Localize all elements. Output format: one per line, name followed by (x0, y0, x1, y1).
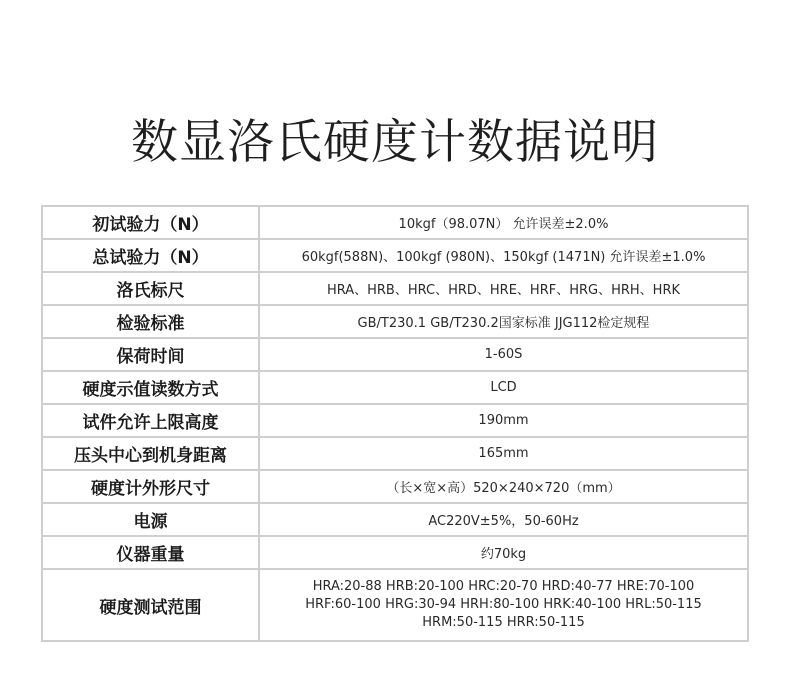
table-row (42, 536, 748, 569)
table-row (42, 338, 748, 371)
row-value: AC220V±5%，50-60Hz (259, 503, 748, 536)
row-label: 试件允许上限高度 (42, 404, 259, 437)
table-row (42, 239, 748, 272)
table-row-hardness-range (42, 569, 748, 641)
row-label: 硬度计外形尺寸 (42, 470, 259, 503)
row-label: 硬度测试范围 (42, 569, 259, 641)
row-value: HRA、HRB、HRC、HRD、HRE、HRF、HRG、HRH、HRK (259, 272, 748, 305)
table-row (42, 404, 748, 437)
table-row (42, 206, 748, 239)
table-row (42, 305, 748, 338)
spec-table (41, 205, 749, 642)
row-value: GB/T230.1 GB/T230.2国家标准 JJG112检定规程 (259, 305, 748, 338)
table-row (42, 272, 748, 305)
row-value: 165mm (259, 437, 748, 470)
row-value: （长×宽×高）520×240×720（mm） (259, 470, 748, 503)
row-value: 1-60S (259, 338, 748, 371)
range-line: HRA:20-88 HRB:20-100 HRC:20-70 HRD:40-77 HRE:70-100 (312, 579, 695, 594)
row-label: 电源 (42, 503, 259, 536)
row-label: 总试验力（N） (42, 239, 259, 272)
row-value: 60kgf(588N)、100kgf (980N)、150kgf (1471N) 允许误差±1.0% (259, 239, 748, 272)
row-label: 压头中心到机身距离 (42, 437, 259, 470)
table-row (42, 437, 748, 470)
row-value-range (259, 569, 748, 641)
row-value: 约70kg (259, 536, 748, 569)
row-label: 检验标准 (42, 305, 259, 338)
range-line: HRF:60-100 HRG:30-94 HRH:80-100 HRK:40-100 HRL:50-115 (305, 597, 702, 612)
row-value: 10kgf（98.07N） 允许误差±2.0% (259, 206, 748, 239)
range-line: HRM:50-115 HRR:50-115 (422, 615, 585, 630)
row-value: LCD (259, 371, 748, 404)
row-label: 洛氏标尺 (42, 272, 259, 305)
row-value: 190mm (259, 404, 748, 437)
row-label: 保荷时间 (42, 338, 259, 371)
table-row (42, 371, 748, 404)
page-title: 数显洛氏硬度计数据说明 (131, 115, 659, 171)
table-row (42, 470, 748, 503)
row-label: 仪器重量 (42, 536, 259, 569)
row-label: 初试验力（N） (42, 206, 259, 239)
table-row (42, 503, 748, 536)
row-label: 硬度示值读数方式 (42, 371, 259, 404)
